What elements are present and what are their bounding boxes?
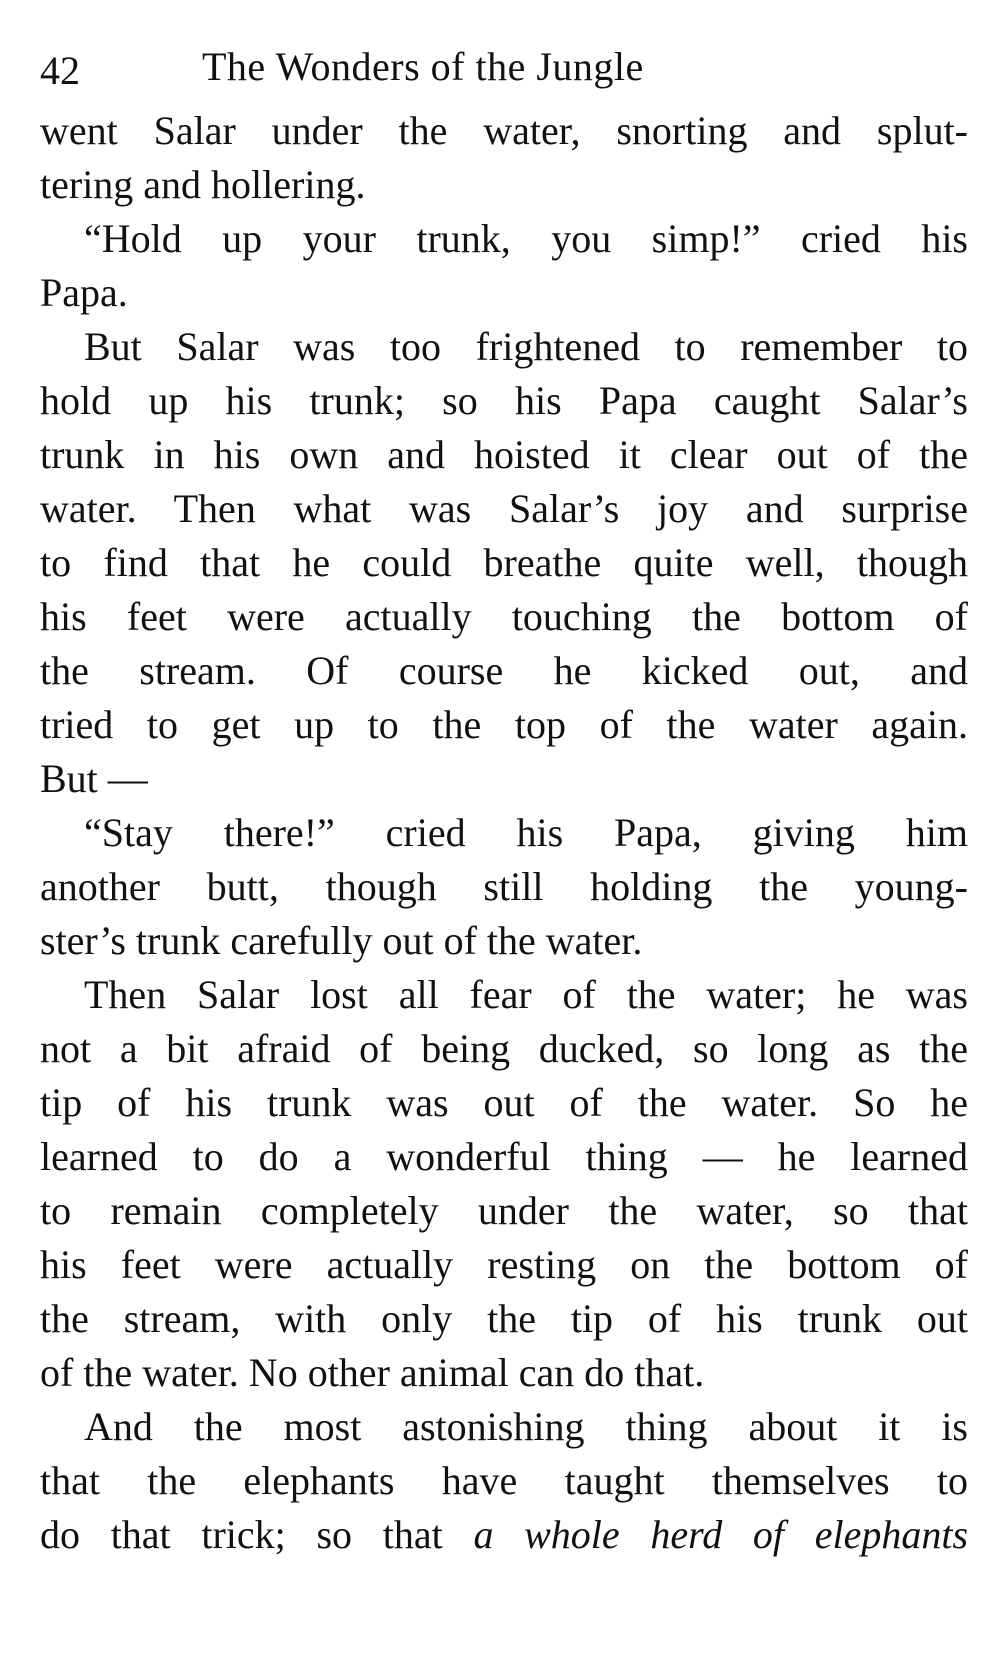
body-text [40, 104, 968, 1562]
text-line: another butt, though still holding the young- [40, 864, 968, 909]
text-line: tering and hollering. [40, 162, 366, 207]
text-line [40, 1508, 968, 1562]
text-line: not a bit afraid of being ducked, so long as the [40, 1026, 968, 1071]
text-line: of the water. No other animal can do that. [40, 1350, 705, 1395]
text-line: learned to do a wonderful thing — he learned [40, 1134, 968, 1179]
text-line: And the most astonishing thing about it is [84, 1404, 968, 1449]
text-line: tip of his trunk was out of the water. So he [40, 1080, 968, 1125]
text-line: his feet were actually resting on the bottom of [40, 1242, 968, 1287]
italic-text-fragment: a whole herd of elephants [473, 1512, 969, 1557]
text-line: the stream, with only the tip of his trunk out [40, 1296, 968, 1341]
page-number: 42 [40, 48, 80, 93]
running-title: The Wonders of the Jungle [202, 44, 644, 89]
text-line: trunk in his own and hoisted it clear out of the [40, 432, 968, 477]
paragraph [40, 806, 968, 968]
text-line: But — [40, 756, 148, 801]
text-line: But Salar was too frightened to remember to [84, 324, 968, 369]
page-header [40, 38, 968, 96]
text-line: Then Salar lost all fear of the water; he was [84, 972, 968, 1017]
text-line: water. Then what was Salar’s joy and surprise [40, 486, 968, 531]
text-fragment: do that trick; so that [40, 1512, 443, 1557]
paragraph [40, 212, 968, 320]
text-line: tried to get up to the top of the water again. [40, 702, 968, 747]
text-line: “Stay there!” cried his Papa, giving him [84, 810, 968, 855]
text-line: to find that he could breathe quite well, though [40, 540, 968, 585]
paragraph [40, 104, 968, 212]
text-line: ster’s trunk carefully out of the water. [40, 918, 643, 963]
text-line: that the elephants have taught themselves to [40, 1458, 968, 1503]
text-line: to remain completely under the water, so that [40, 1188, 968, 1233]
text-line: the stream. Of course he kicked out, and [40, 648, 968, 693]
paragraph [40, 320, 968, 806]
text-line: Papa. [40, 270, 128, 315]
text-line: his feet were actually touching the bottom of [40, 594, 968, 639]
text-line: went Salar under the water, snorting and splut- [40, 108, 968, 153]
paragraph [40, 968, 968, 1400]
paragraph [40, 1400, 968, 1562]
book-page [40, 38, 968, 1562]
text-line: “Hold up your trunk, you simp!” cried his [84, 216, 968, 261]
text-line: hold up his trunk; so his Papa caught Salar’s [40, 378, 968, 423]
